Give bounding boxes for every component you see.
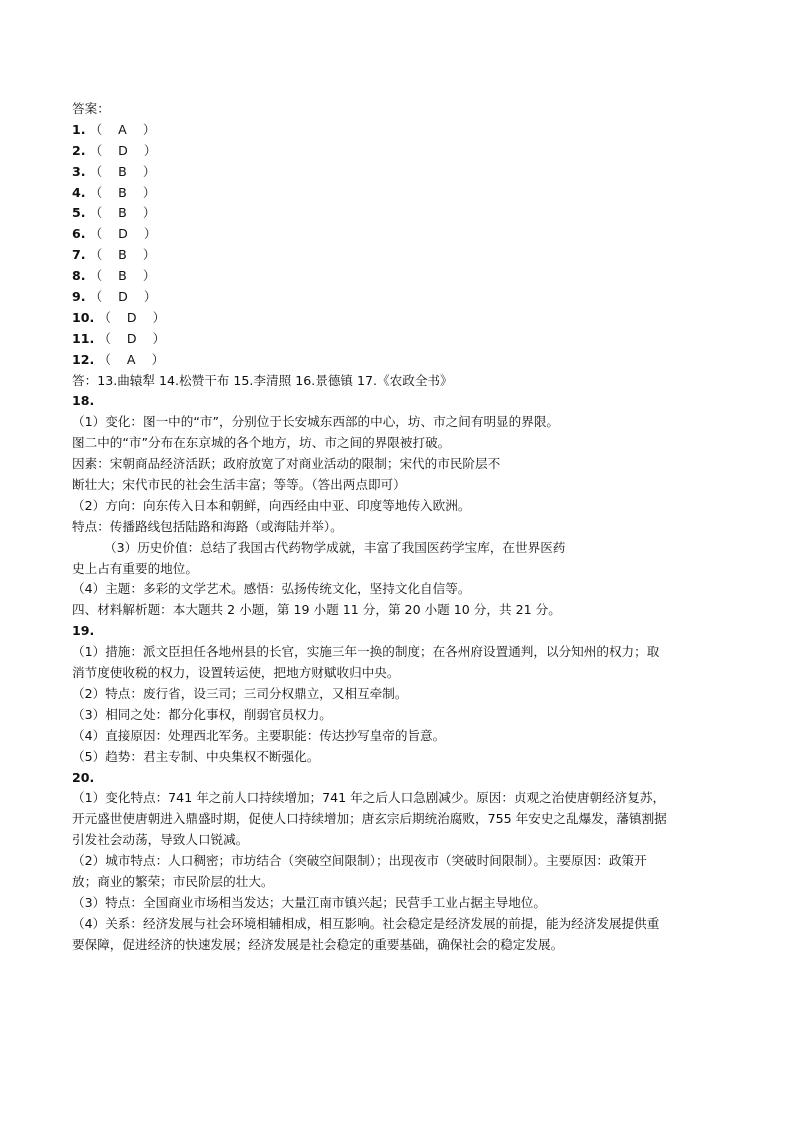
- mc-answer-letter: （ D ）: [98, 330, 166, 346]
- mc-answer-letter: （ A ）: [98, 351, 165, 367]
- section-heading: 四、材料解析题：本大题共 2 小题，第 19 小题 11 分，第 20 小题 10 分，共 21 分。: [72, 602, 561, 618]
- mc-answer-row: [72, 266, 732, 287]
- answer-line: 开元盛世使唐朝进入鼎盛时期，促使人口持续增加；唐玄宗后期统治腐败，755 年安史之乱爆发，藩镇割据: [72, 811, 667, 827]
- mc-answer-row: [72, 224, 732, 245]
- mc-question-number: 10.: [72, 309, 95, 325]
- mc-answer-letter: （ D ）: [98, 309, 166, 325]
- mc-answer-row: [72, 203, 732, 224]
- answer-line: 因素：宋朝商品经济活跃；政府放宽了对商业活动的限制；宋代的市民阶层不: [72, 456, 501, 472]
- question-20-number: 20.: [72, 769, 95, 785]
- answer-line: （3）特点：全国商业市场相当发达；大量江南市镇兴起；民营手工业占据主导地位。: [72, 894, 546, 910]
- mc-question-number: 5.: [72, 205, 86, 221]
- answer-line: 引发社会动荡，导致人口锐减。: [72, 832, 249, 848]
- mc-question-number: 9.: [72, 289, 86, 305]
- mc-answer-row: [72, 141, 732, 162]
- answer-line: （2）特点：废行省，设三司；三司分权鼎立，又相互牵制。: [72, 685, 408, 701]
- answer-line: 断壮大；宋代市民的社会生活丰富；等等。（答出两点即可）: [72, 477, 406, 493]
- answer-line: （1）变化：图一中的“市”，分别位于长安城东西部的中心，坊、市之间有明显的界限。: [72, 414, 560, 430]
- mc-answer-row: [72, 120, 732, 141]
- mc-answer-letter: （ B ）: [89, 184, 156, 200]
- answer-line: （3）相同之处：都分化事权，削弱官员权力。: [72, 706, 332, 722]
- mc-question-number: 7.: [72, 247, 86, 263]
- mc-answer-letter: （ B ）: [89, 268, 156, 284]
- mc-question-number: 3.: [72, 163, 86, 179]
- answer-line-indented: （3）历史价值：总结了我国古代药物学成就，丰富了我国医药学宝库，在世界医药: [104, 539, 566, 555]
- mc-answer-letter: （ B ）: [89, 247, 156, 263]
- question-19-body: [72, 642, 732, 767]
- question-18-body: [72, 412, 732, 600]
- answer-line: （2）城市特点：人口稠密；市坊结合（突破空间限制）；出现夜市（突破时间限制）。主要原因：政策开: [72, 853, 647, 869]
- answer-line: （1）变化特点：741 年之前人口持续增加；741 年之后人口急剧减少。原因：贞观之治使唐朝经济复苏，: [72, 790, 666, 806]
- mc-answer-row: [72, 183, 732, 204]
- answer-line: 史上占有重要的地位。: [72, 560, 198, 576]
- mc-question-number: 4.: [72, 184, 86, 200]
- answers-title: 答案：: [72, 101, 110, 116]
- answer-line: （4）主题：多彩的文学艺术。感悟：弘扬传统文化，坚持文化自信等。: [72, 581, 471, 597]
- answer-document: [72, 99, 732, 956]
- mc-answer-row: [72, 162, 732, 183]
- mc-answer-letter: （ D ）: [89, 226, 157, 242]
- question-18-number: 18.: [72, 393, 95, 409]
- mc-answer-letter: （ B ）: [89, 205, 156, 221]
- mc-question-number: 6.: [72, 226, 86, 242]
- mc-answer-row: [72, 308, 732, 329]
- mc-answer-row: [72, 245, 732, 266]
- answer-line: （1）措施：派文臣担任各地州县的长官，实施三年一换的制度；在各州府设置通判，以分知州的权力；取: [72, 644, 660, 660]
- answer-line: （2）方向：向东传入日本和朝鲜，向西经由中亚、印度等地传入欧洲。: [72, 497, 471, 513]
- multiple-choice-answers: [72, 120, 732, 371]
- answer-line: （4）直接原因：处理西北军务。主要职能：传达抄写皇帝的旨意。: [72, 727, 446, 743]
- mc-question-number: 1.: [72, 121, 86, 137]
- mc-question-number: 12.: [72, 351, 95, 367]
- answer-line: 放；商业的繁荣；市民阶层的壮大。: [72, 873, 274, 889]
- mc-question-number: 8.: [72, 268, 86, 284]
- mc-question-number: 2.: [72, 142, 86, 158]
- mc-answer-letter: （ D ）: [89, 142, 157, 158]
- mc-answer-letter: （ A ）: [89, 121, 156, 137]
- mc-question-number: 11.: [72, 330, 95, 346]
- answer-line: 要保障，促进经济的快速发展；经济发展是社会稳定的重要基础，确保社会的稳定发展。: [72, 936, 564, 952]
- mc-answer-letter: （ B ）: [89, 163, 156, 179]
- answer-line: 消节度使收税的权力，设置转运使，把地方财赋收归中央。: [72, 665, 400, 681]
- answer-line: 图二中的“市”分布在东京城的各个地方，坊、市之间的界限被打破。: [72, 435, 451, 451]
- answer-line: 特点：传播路线包括陆路和海路（或海陆并举）。: [72, 518, 343, 534]
- mc-answer-letter: （ D ）: [89, 289, 157, 305]
- question-20-body: [72, 788, 732, 955]
- answer-line: （4）关系：经济发展与社会环境相辅相成，相互影响。社会稳定是经济发展的前提，能为经济发展提供重: [72, 915, 660, 931]
- mc-answer-row: [72, 287, 732, 308]
- mc-answer-row: [72, 329, 732, 350]
- fill-in-answers: 答：13.曲辕犁 14.松赞干布 15.李清照 16.景德镇 17.《农政全书》: [72, 372, 453, 388]
- answer-line: （5）趋势：君主专制、中央集权不断强化。: [72, 748, 320, 764]
- mc-answer-row: [72, 350, 732, 371]
- question-19-number: 19.: [72, 623, 95, 639]
